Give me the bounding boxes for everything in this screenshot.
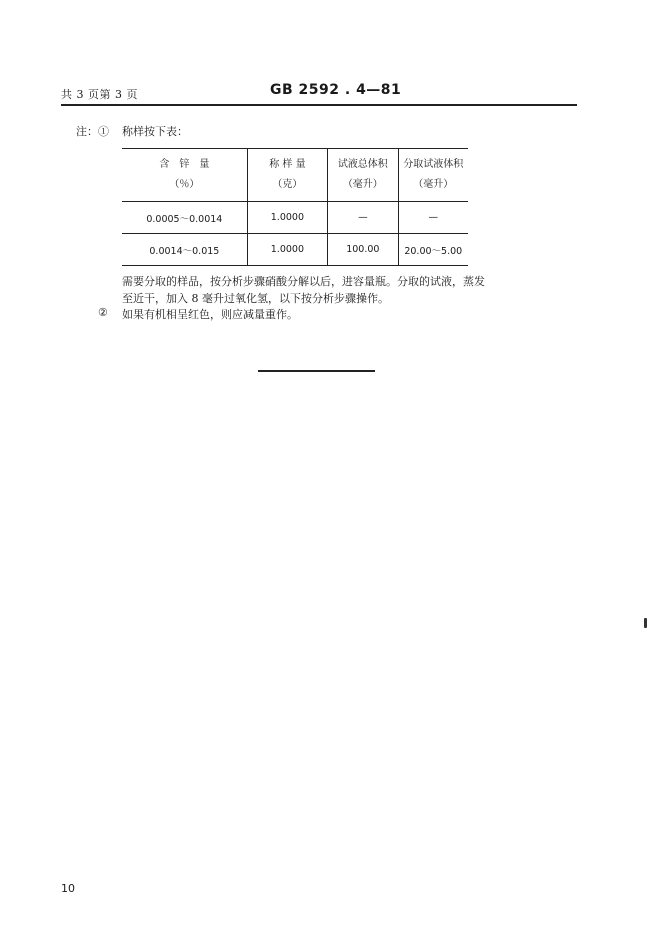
column-header-title: 含 锌 量 (159, 159, 210, 170)
note-2-label: ② (98, 306, 108, 319)
table-cell: 100.00 (328, 234, 398, 266)
column-header-unit: （克） (272, 179, 303, 190)
table-row (122, 202, 468, 234)
column-header-title: 称 样 量 (269, 159, 306, 170)
column-header-unit: （毫升） (342, 179, 383, 190)
note-2-text: 如果有机相呈红色，则应减量重作。 (122, 308, 298, 321)
table-cell: 0.0005～0.0014 (122, 202, 247, 234)
weighing-table (122, 148, 468, 266)
end-rule (258, 370, 375, 372)
note-label: 注：① (76, 125, 109, 138)
column-header-zinc-content (122, 149, 247, 202)
standard-code: GB 2592 . 4—81 (270, 82, 402, 98)
note-1-intro: 称样按下表： (122, 125, 188, 138)
note-1-continuation: 需要分取的样品，按分析步骤硝酸分解以后，进容量瓶。分取的试液，蒸发 (122, 275, 485, 288)
table-cell: 1.0000 (247, 234, 327, 266)
column-header-unit: （％） (169, 179, 200, 190)
note-1-continuation: 至近干，加入 8 毫升过氧化氢，以下按分析步骤操作。 (122, 292, 389, 305)
scan-mark (644, 618, 647, 628)
column-header-sample-weight (247, 149, 327, 202)
column-header-aliquot-volume (398, 149, 468, 202)
table-cell: 20.00～5.00 (398, 234, 468, 266)
page-count: 共 3 页第 3 页 (61, 88, 138, 101)
column-header-unit: （毫升） (413, 179, 454, 190)
page-number: 10 (61, 882, 75, 895)
table-cell: 0.0014～0.015 (122, 234, 247, 266)
header-rule (61, 104, 577, 106)
column-header-title: 试液总体积 (337, 159, 388, 170)
table-header-row (122, 149, 468, 202)
table-cell: — (328, 202, 398, 234)
column-header-total-volume (328, 149, 398, 202)
table-cell: 1.0000 (247, 202, 327, 234)
table-cell: — (398, 202, 468, 234)
column-header-title: 分取试液体积 (403, 159, 464, 170)
table-row (122, 234, 468, 266)
